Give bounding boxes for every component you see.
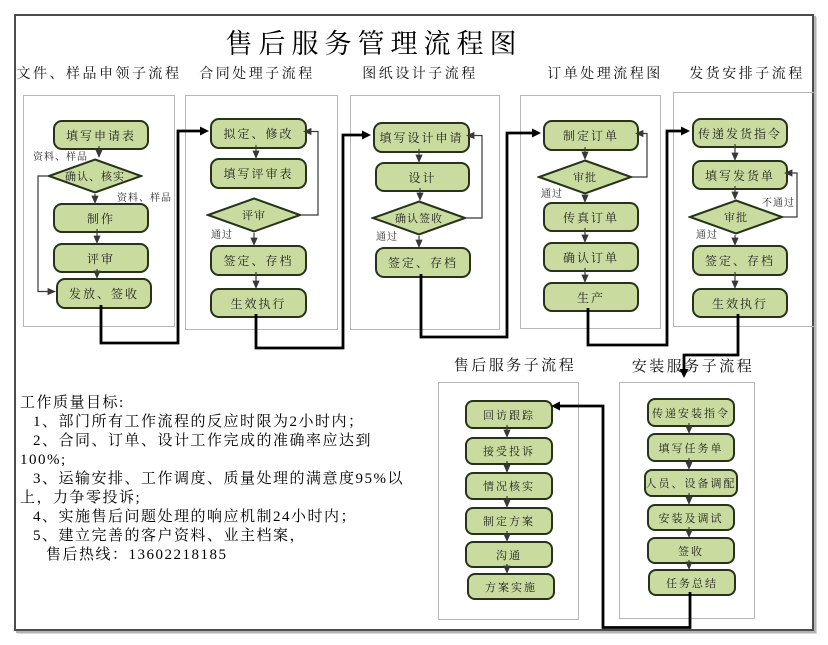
- decision-label: 确认、核实: [65, 171, 125, 183]
- quality-goals: [20, 394, 450, 565]
- edge-label: 通过: [376, 232, 398, 243]
- edge-label: 资料、样品: [117, 193, 172, 204]
- flow-node: 生产: [543, 282, 639, 312]
- panel-header-order: 订单处理流程图: [547, 67, 663, 82]
- panel-header-installation: 安装服务子流程: [631, 359, 755, 375]
- flow-node: 签收: [647, 537, 735, 564]
- goal-line: 5、建立完善的客户资料、业主档案，: [33, 528, 307, 544]
- goal-line: 3、运输安排、工作调度、质量处理的满意度95%以: [33, 471, 404, 487]
- flow-node: 传真订单: [543, 202, 639, 232]
- edge-label: 资料、样品: [33, 152, 88, 163]
- panel-header-after-sales: 售后服务子流程: [453, 358, 577, 374]
- edge-label: 不通过: [762, 198, 795, 209]
- page-title: 售后服务管理流程图: [225, 29, 523, 59]
- flow-node: 填写设计申请: [373, 122, 470, 153]
- hotline-line: 售后热线：13602218185: [46, 547, 228, 563]
- edge-label: 通过: [541, 189, 563, 200]
- flow-node: 生效执行: [692, 288, 788, 318]
- flow-node: 制定方案: [465, 507, 553, 535]
- decision-label: 审批: [724, 212, 748, 224]
- flow-node: 生效执行: [210, 288, 307, 318]
- flow-node: 制作: [53, 203, 149, 233]
- flow-node: 发放、签收: [56, 278, 152, 309]
- flow-node: 任务总结: [648, 569, 736, 596]
- goal-line: 100%;: [20, 452, 67, 468]
- flow-node: 安装及调试: [647, 504, 735, 531]
- edge-label: 通过: [696, 230, 718, 241]
- goals-heading: 工作质量目标:: [20, 395, 125, 411]
- flow-node: 方案实施: [467, 573, 555, 600]
- decision-label: 确认签收: [395, 213, 443, 225]
- flow-node: 填写评审表: [210, 158, 307, 189]
- flow-node: 传递安装指令: [647, 398, 735, 427]
- flow-node: 填写任务单: [647, 433, 735, 462]
- flow-node: 制定订单: [543, 120, 639, 151]
- flow-node: 填写申请表: [53, 120, 149, 150]
- panel-header-contract: 合同处理子流程: [199, 67, 315, 82]
- flow-node: 确认订单: [543, 242, 639, 272]
- flow-node: 传递发货指令: [692, 118, 788, 148]
- edge-label: 通过: [211, 230, 233, 241]
- flow-node: 接受投诉: [465, 437, 553, 465]
- flow-node: 填写发货单: [692, 160, 788, 190]
- decision-label: 审批: [573, 172, 597, 184]
- flow-node: 沟通: [465, 541, 553, 568]
- flow-node: 人员、设备调配: [644, 469, 738, 497]
- flow-node: 签定、存档: [692, 245, 788, 276]
- flow-node: 情况核实: [465, 472, 553, 500]
- flow-node: 回访跟踪: [465, 400, 553, 429]
- decision-label: 评审: [242, 210, 266, 222]
- panel-header-shipping: 发货安排子流程: [689, 67, 805, 82]
- panel-header-drawing-design: 图纸设计子流程: [362, 67, 478, 82]
- flow-node: 设计: [375, 162, 470, 192]
- goal-line: 上，力争零投诉;: [20, 490, 142, 506]
- goal-line: 1、部门所有工作流程的反应时限为2小时内；: [33, 414, 365, 430]
- flow-node: 签定、存档: [375, 247, 471, 278]
- flow-node: 签定、存档: [210, 245, 307, 276]
- goal-line: 4、实施售后问题处理的响应机制24小时内；: [33, 509, 358, 525]
- flow-node: 拟定、修改: [210, 118, 307, 149]
- panel-header-document-sample: 文件、样品申领子流程: [16, 67, 182, 82]
- goal-line: 2、合同、订单、设计工作完成的准确率应达到: [33, 433, 373, 449]
- flow-node: 评审: [53, 243, 149, 273]
